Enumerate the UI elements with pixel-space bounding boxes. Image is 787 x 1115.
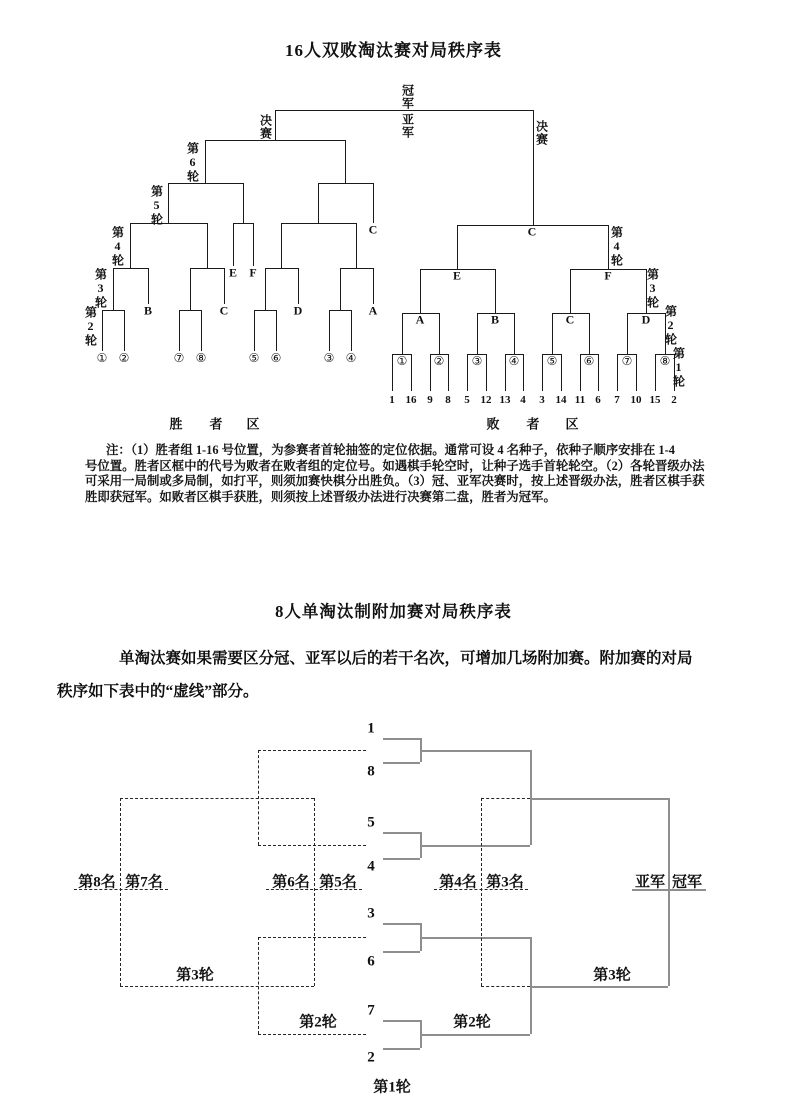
winners-match-code-C2: C [368, 222, 378, 237]
seed-4: 4 [367, 858, 375, 875]
main-draw-line [383, 1020, 420, 1022]
seed-5: 5 [367, 814, 375, 831]
round-6-label: 第6轮 [185, 142, 200, 183]
final-label-right: 决赛 [534, 120, 549, 146]
winners-match-code-E: E [228, 265, 238, 280]
winners-match-code-C: C [219, 303, 229, 318]
winners-entry-7: ⑦ [173, 351, 185, 365]
main-draw-line [383, 858, 420, 860]
draw-position-11: 11 [574, 394, 586, 406]
playoff-dashed-line [258, 1034, 366, 1035]
winners-entry-3: ③ [323, 351, 335, 365]
winners-area-label: 胜 [169, 416, 183, 432]
note-line: 胜即获冠军。如败者区棋手获胜，则须按上述晋级办法进行决赛第二盘，胜者为冠军。 [85, 489, 556, 504]
place-4th: 第4名 [439, 874, 477, 891]
draw-position-7: 7 [614, 394, 620, 406]
draw-position-1: 1 [389, 394, 395, 406]
seed-1: 1 [367, 720, 375, 737]
winners-entry-4: ④ [345, 351, 357, 365]
draw-position-9: 9 [427, 394, 433, 406]
round-2-label-left: 第2轮 [299, 1014, 337, 1031]
draw-position-14: 14 [555, 394, 567, 406]
main-draw-line [383, 1048, 420, 1050]
main-draw-line [668, 798, 670, 986]
round-3-label-left: 第3轮 [176, 967, 214, 984]
winners-entry-6: ⑥ [270, 351, 282, 365]
winners-match-code-A: A [368, 303, 378, 318]
place-3rd: 第3名 [486, 874, 524, 891]
main-draw-line [420, 1034, 530, 1036]
losers-match-F: F [604, 268, 612, 283]
winners-area-label: 者 [209, 416, 223, 432]
playoff-dashed-line [481, 798, 530, 799]
draw-position-5: 5 [464, 394, 470, 406]
losers-area-label: 者 [526, 416, 540, 432]
place-7th: 第7名 [125, 874, 163, 891]
round-3-label-left: 第3轮 [93, 268, 108, 309]
losers-entry-8: ⑧ [659, 354, 671, 368]
losers-match-E: E [452, 268, 462, 283]
winners-entry-1: ① [96, 351, 108, 365]
final-label-left: 决赛 [258, 114, 273, 140]
main-draw-line [420, 937, 530, 939]
winners-entry-2: ② [118, 351, 130, 365]
draw-position-4: 4 [520, 394, 526, 406]
winners-area-label: 区 [246, 416, 260, 432]
draw-position-16: 16 [405, 394, 417, 406]
round-2-label-right: 第2轮 [453, 1014, 491, 1031]
main-draw-line [420, 750, 530, 752]
main-draw-line [530, 986, 668, 988]
draw-position-6: 6 [595, 394, 601, 406]
round-2-label-left: 第2轮 [83, 306, 98, 347]
round-4-label-left: 第4轮 [110, 226, 125, 267]
losers-match-A: A [415, 312, 425, 327]
losers-area-label: 败 [486, 416, 500, 432]
place-runner-up: 亚军 [634, 874, 666, 891]
round-3-label-right: 第3轮 [593, 967, 631, 984]
main-draw-line [420, 845, 530, 847]
losers-entry-2: ② [433, 354, 445, 368]
round-1-label-right: 第1轮 [671, 347, 686, 388]
losers-match-C: C [565, 312, 575, 327]
winners-match-code-F: F [249, 265, 257, 280]
draw-position-13: 13 [499, 394, 511, 406]
seed-2: 2 [367, 1049, 375, 1066]
round-4-label-right: 第4轮 [609, 226, 624, 267]
losers-match-final: C [527, 224, 537, 239]
seed-8: 8 [367, 763, 375, 780]
losers-match-B: B [490, 312, 500, 327]
round-2-label-right: 第2轮 [663, 305, 678, 346]
winners-entry-8: ⑧ [195, 351, 207, 365]
playoff-dashed-line [258, 845, 366, 846]
page-title-playoff: 8人单淘汰制附加赛对局秩序表 [275, 602, 512, 621]
note-line: 号位置。胜者区框中的代号为败者在败者组的定位号。如遇棋手轮空时，让种子选手首轮轮空。（2）各轮晋级办法 [85, 458, 705, 473]
losers-entry-6: ⑥ [583, 354, 595, 368]
seed-7: 7 [367, 1002, 375, 1019]
draw-position-2: 2 [671, 394, 677, 406]
losers-entry-3: ③ [471, 354, 483, 368]
note-line: 可采用一局制或多局制，如打平，则须加赛快棋分出胜负。（3）冠、亚军决赛时，按上述晋级办法，胜者区棋手获 [85, 474, 705, 489]
champion-label: 冠军 [400, 84, 415, 110]
losers-entry-1: ① [396, 354, 408, 368]
seed-3: 3 [367, 905, 375, 922]
page-title-double-elimination: 16人双败淘汰赛对局秩序表 [285, 41, 502, 60]
place-6th: 第6名 [272, 874, 310, 891]
place-8th: 第8名 [78, 874, 116, 891]
winners-match-code-B: B [143, 303, 153, 318]
winners-entry-5: ⑤ [248, 351, 260, 365]
place-5th: 第5名 [319, 874, 357, 891]
seed-6: 6 [367, 953, 375, 970]
main-draw-line [530, 798, 668, 800]
main-draw-line [383, 951, 420, 953]
losers-entry-5: ⑤ [546, 354, 558, 368]
main-draw-line [383, 832, 420, 834]
playoff-dashed-line [481, 798, 482, 986]
playoff-dashed-line [120, 798, 314, 799]
round-1-label: 第1轮 [373, 1079, 411, 1096]
paragraph-line: 秩序如下表中的“虚线”部分。 [57, 683, 259, 700]
losers-match-D: D [641, 312, 651, 327]
main-draw-line [383, 923, 420, 925]
winners-match-code-D: D [293, 303, 303, 318]
round-5-label: 第5轮 [149, 185, 164, 226]
note-line: 注：（1）胜者组 1-16 号位置，为参赛者首轮抽签的定位依据。通常可设 4 名种子，依种子顺序安排在 1-4 [106, 443, 675, 457]
playoff-dashed-line [258, 750, 366, 751]
draw-position-3: 3 [539, 394, 545, 406]
place-champion: 冠军 [671, 874, 703, 891]
paragraph-line: 单淘汰赛如果需要区分冠、亚军以后的若干名次，可增加几场附加赛。附加赛的对局 [119, 650, 693, 667]
draw-position-12: 12 [480, 394, 492, 406]
draw-position-15: 15 [649, 394, 661, 406]
runner-up-label: 亚军 [400, 113, 415, 139]
draw-position-8: 8 [445, 394, 451, 406]
playoff-dashed-line [120, 986, 314, 987]
playoff-dashed-line [120, 798, 121, 986]
playoff-dashed-line [258, 937, 366, 938]
losers-entry-7: ⑦ [621, 354, 633, 368]
round-3-label-right: 第3轮 [645, 268, 660, 309]
playoff-dashed-line [481, 986, 530, 987]
main-draw-line [383, 738, 420, 740]
losers-entry-4: ④ [508, 354, 520, 368]
draw-position-10: 10 [630, 394, 642, 406]
playoff-dashed-line [314, 798, 315, 986]
losers-area-label: 区 [565, 416, 579, 432]
main-draw-line [383, 762, 420, 764]
